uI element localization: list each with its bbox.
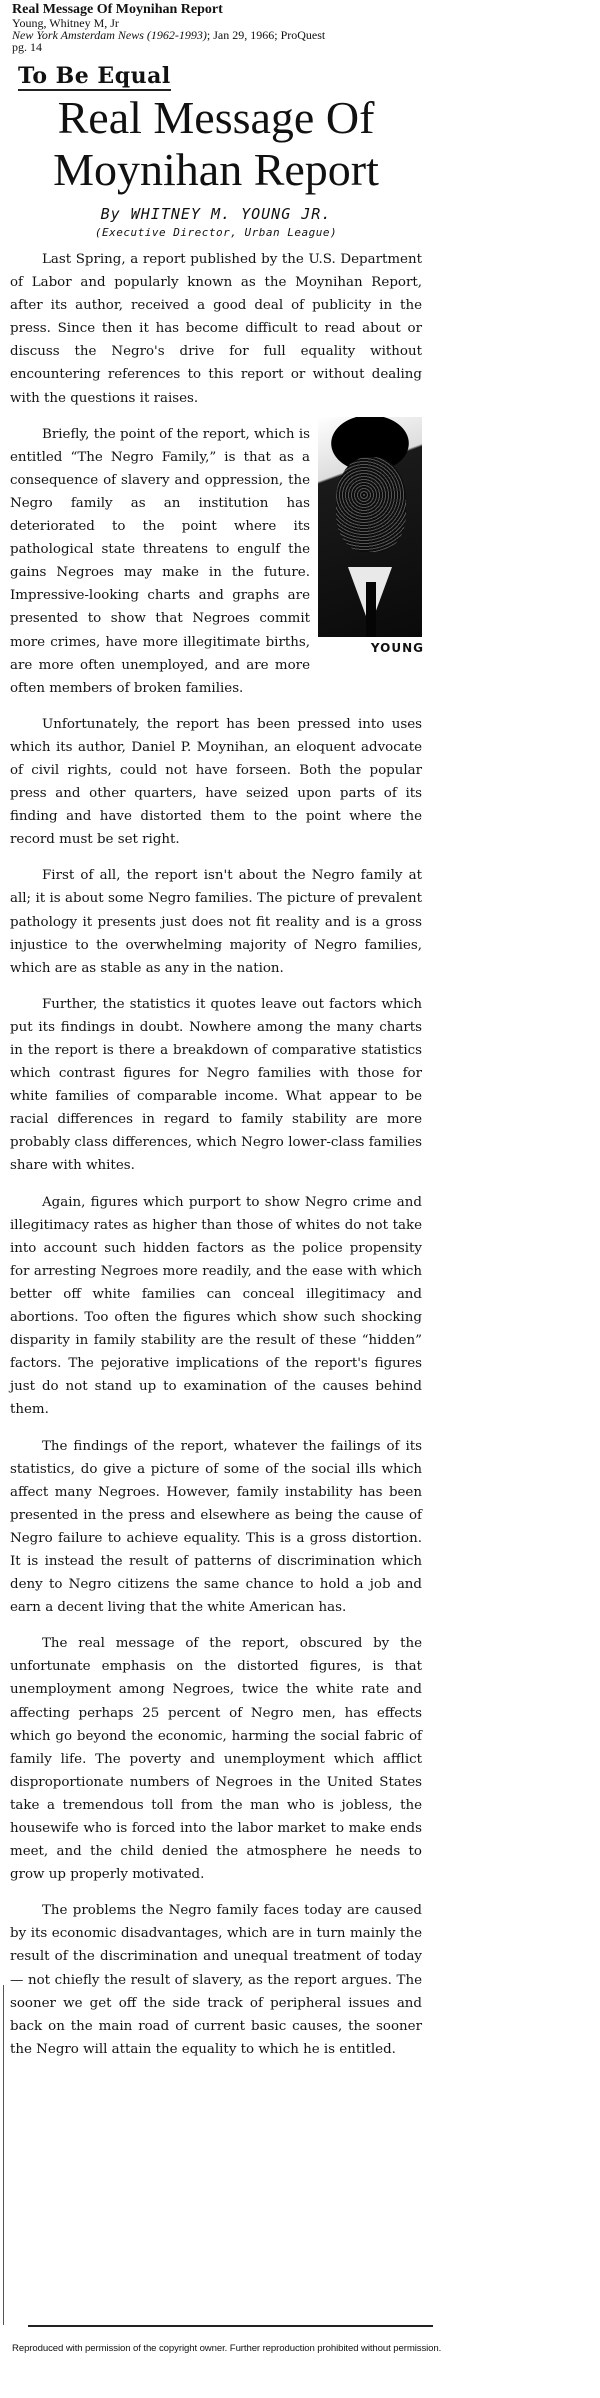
article-paragraph: Again, figures which purport to show Negro crime and illegitimacy rates as higher than those of whites do not take into account such hidden factors as the police propensity for arresting Negroes more readily, and the ease with which better off white families can conceal illegitimacy and abortions. Too often the figures which show such shocking disparity in family stability are the result of these “hidden” factors. The pejorative implications of the report's figures just do not stand up to examination of the causes behind them. — [10, 1194, 422, 1418]
article-paragraph: The findings of the report, whatever the failings of its statistics, do give a picture of some of the social ills which affect many Negroes. However, family instability has been presented in the press and elsewhere as being the cause of Negro failure to achieve equality. This is a gross distortion. It is instead the result of patterns of discrimination which deny to Negro citizens the same chance to hold a job and earn a decent living that the white American has. — [10, 1438, 422, 1616]
headline-line-2: Moynihan Report — [53, 144, 379, 195]
article-paragraph: The problems the Negro family faces today are caused by its economic disadvantages, which are in turn mainly the result of the discrimination and unequal treatment of today — not chiefly the result of slavery, as the report argues. The sooner we get off the side track of peripheral issues and back on the main road of current basic causes, the sooner the Negro will attain the equality to which he is entitled. — [10, 1903, 422, 2057]
article-paragraph: Briefly, the point of the report, which is entitled “The Negro Family,” is that as a consequence of slavery and oppression, the Negro family as an institution has deteriorated to the point where its pathological state threatens to engulf the gains Negroes may make in the future. Impressive-looking charts and graphs are presented to show that Negroes commit more crimes, have more illegitimate births, are more often unemployed, and are more often members of broken families. — [10, 426, 310, 696]
citation-page: pg. 14 — [12, 40, 42, 54]
author-role: (Executive Director, Urban League) — [94, 226, 338, 239]
photo-tie — [366, 582, 376, 637]
citation-author: Young, Whitney M, Jr — [12, 16, 119, 30]
column-kicker — [18, 62, 422, 90]
author-photo — [318, 417, 422, 637]
photo-caption: YOUNG — [370, 640, 424, 655]
byline: By WHITNEY M. YOUNG JR. — [100, 205, 332, 223]
photo-face — [336, 457, 406, 552]
article-paragraph: The real message of the report, obscured by the unfortunate emphasis on the distorted figures, is that unemployment among Negroes, twice the white rate and affecting perhaps 25 percent of Negro men, has effects which go beyond the economic, harming the social fabric of family life. The poverty and unemployment which afflict disproportionate numbers of Negroes in the United States take a tremendous toll from the man who is jobless, the housewife who is forced into the labor market to make ends meet, and the child denied the atmosphere he needs to grow up properly motivated. — [10, 1636, 422, 1883]
publication-date-source: ; Jan 29, 1966; ProQuest — [206, 28, 326, 42]
article-headline — [10, 92, 422, 196]
headline-line-1: Real Message Of — [57, 92, 375, 143]
citation-title: Real Message Of Moynihan Report — [12, 2, 223, 17]
copyright-notice: Reproduced with permission of the copyright owner. Further reproduction prohibited without permission. — [12, 2343, 442, 2354]
citation-publication — [12, 29, 325, 41]
publication-name: New York Amsterdam News (1962-1993) — [12, 28, 207, 42]
column-side-rule — [3, 1985, 4, 2325]
citation-header — [12, 2, 325, 53]
article-paragraph: First of all, the report isn't about the Negro family at all; it is about some Negro families. The picture of prevalent pathology it presents just does not fit reality and is a gross injustice to the overwhelming majority of Negro families, which are as stable as any in the nation. — [10, 868, 422, 976]
author-photo-figure — [318, 417, 426, 655]
article-paragraph: Last Spring, a report published by the U.S. Department of Labor and popularly known as the Moynihan Report, after its author, received a good deal of publicity in the press. Since then it has become difficult to read about or discuss the Negro's drive for full equality without encountering references to this report or without dealing with the questions it raises. — [10, 252, 422, 406]
kicker-text: To Be Equal — [18, 63, 171, 89]
article-end-rule — [28, 2325, 433, 2327]
article-paragraph: Further, the statistics it quotes leave out factors which put its findings in doubt. Nowhere among the many charts in the report is there a breakdown of comparative statistics which contrast figures for Negro families with those for white families of comparable income. What appear to be racial differences in regard to family stability are more probably class differences, which Negro lower-class families share with whites. — [10, 996, 422, 1174]
article-column — [10, 62, 422, 2074]
article-paragraph: Unfortunately, the report has been pressed into uses which its author, Daniel P. Moynihan, an eloquent advocate of civil rights, could not have forseen. Both the popular press and other quarters, have seized upon parts of its finding and have distorted them to the point where the record must be set right. — [10, 716, 422, 848]
